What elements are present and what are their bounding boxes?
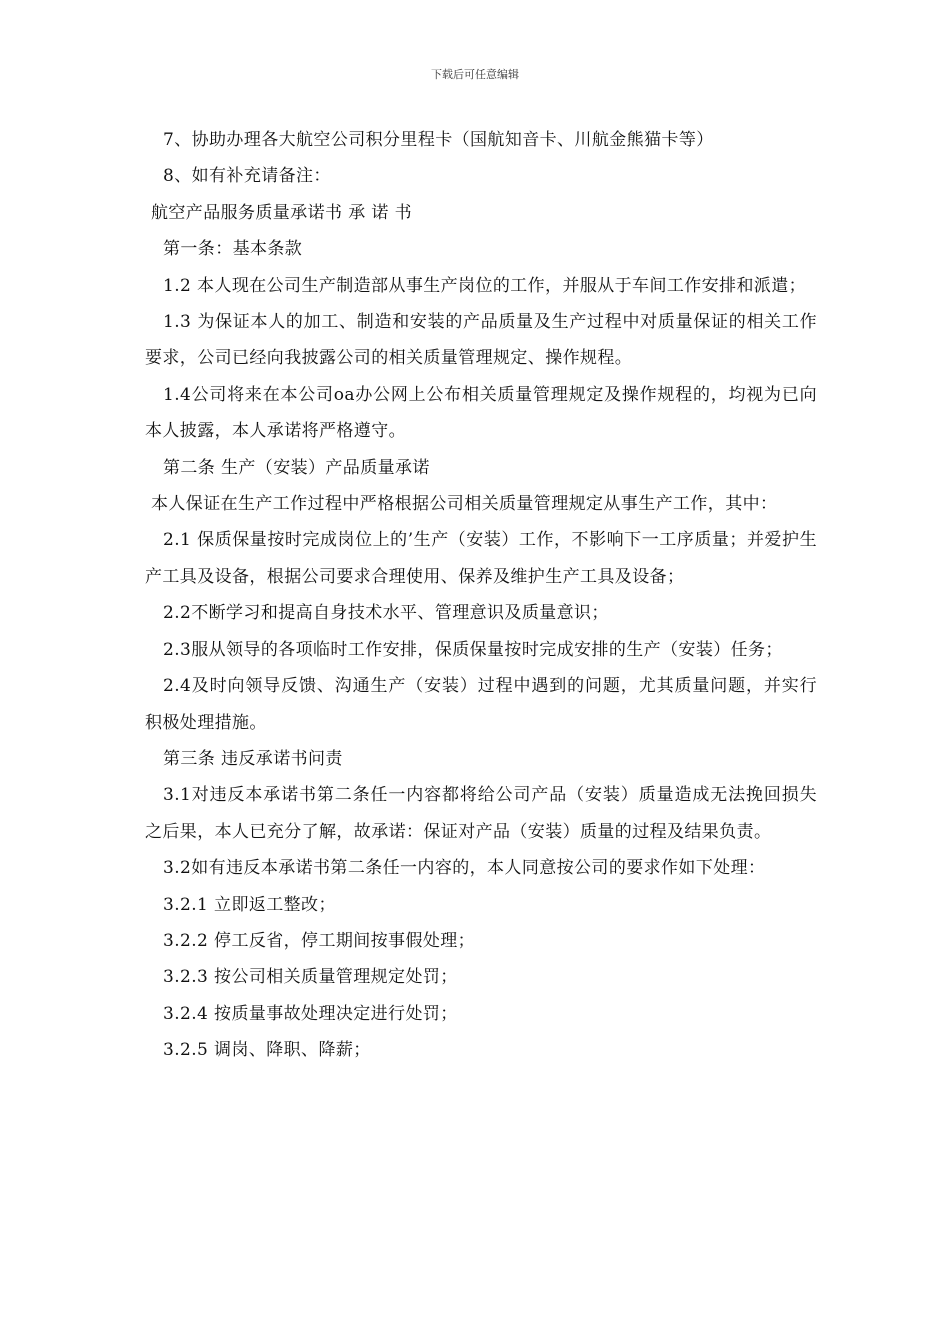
document-body bbox=[145, 122, 817, 1069]
paragraph-doc-title: 航空产品服务质量承诺书 承 诺 书 bbox=[151, 202, 413, 223]
page-header: 下载后可任意编辑 bbox=[431, 68, 519, 81]
paragraph-clause-1-2: 1.2 本人现在公司生产制造部从事生产岗位的工作，并服从于车间工作安排和派遣； bbox=[163, 275, 807, 296]
paragraph-clause-3-2: 3.2如有违反本承诺书第二条任一内容的，本人同意按公司的要求作如下处理： bbox=[163, 858, 766, 879]
paragraph-item-7: 7、协助办理各大航空公司积分里程卡（国航知音卡、川航金熊猫卡等） bbox=[163, 130, 714, 150]
paragraph-clause-1-3: 1.3 为保证本人的加工、制造和安装的产品质量及生产过程中对质量保证的相关工作要求，公司已经向我披露公司的相关质量管理规定、操作规程。 bbox=[145, 312, 817, 369]
paragraph-item-8: 8、如有补充请备注： bbox=[163, 166, 331, 187]
paragraph-clause-3-1: 3.1对违反本承诺书第二条任一内容都将给公司产品（安装）质量造成无法挽回损失之后果，本人已充分了解，故承诺：保证对产品（安装）质量的过程及结果负责。 bbox=[145, 785, 817, 842]
paragraph-clause-1-4: 1.4公司将来在本公司oa办公网上公布相关质量管理规定及操作规程的，均视为已向本人披露，本人承诺将严格遵守。 bbox=[145, 384, 817, 442]
paragraph-article-3-heading: 第三条 违反承诺书问责 bbox=[163, 748, 343, 769]
paragraph-clause-2-3: 2.3服从领导的各项临时工作安排，保质保量按时完成安排的生产（安装）任务； bbox=[163, 639, 783, 660]
paragraph-article-2-intro: 本人保证在生产工作过程中严格根据公司相关质量管理规定从事生产工作，其中： bbox=[151, 494, 778, 515]
paragraph-clause-3-2-1: 3.2.1 立即返工整改； bbox=[163, 894, 336, 915]
paragraph-article-1-heading: 第一条：基本条款 bbox=[163, 239, 303, 260]
paragraph-clause-3-2-3: 3.2.3 按公司相关质量管理规定处罚； bbox=[163, 967, 458, 988]
paragraph-clause-2-1: 2.1 保质保量按时完成岗位上的’生产（安装）工作，不影响下一工序质量；并爱护生产工具及设备，根据公司要求合理使用、保养及维护生产工具及设备； bbox=[145, 530, 817, 587]
paragraph-article-2-heading: 第二条 生产（安装）产品质量承诺 bbox=[163, 457, 430, 478]
paragraph-clause-3-2-4: 3.2.4 按质量事故处理决定进行处罚； bbox=[163, 1003, 458, 1024]
paragraph-clause-2-2: 2.2不断学习和提高自身技术水平、管理意识及质量意识； bbox=[163, 603, 609, 624]
paragraph-clause-3-2-2: 3.2.2 停工反省，停工期间按事假处理； bbox=[163, 930, 476, 951]
paragraph-clause-3-2-5: 3.2.5 调岗、降职、降薪； bbox=[163, 1040, 371, 1061]
paragraph-clause-2-4: 2.4及时向领导反馈、沟通生产（安装）过程中遇到的问题，尤其质量问题，并实行积极处理措施。 bbox=[145, 676, 817, 733]
